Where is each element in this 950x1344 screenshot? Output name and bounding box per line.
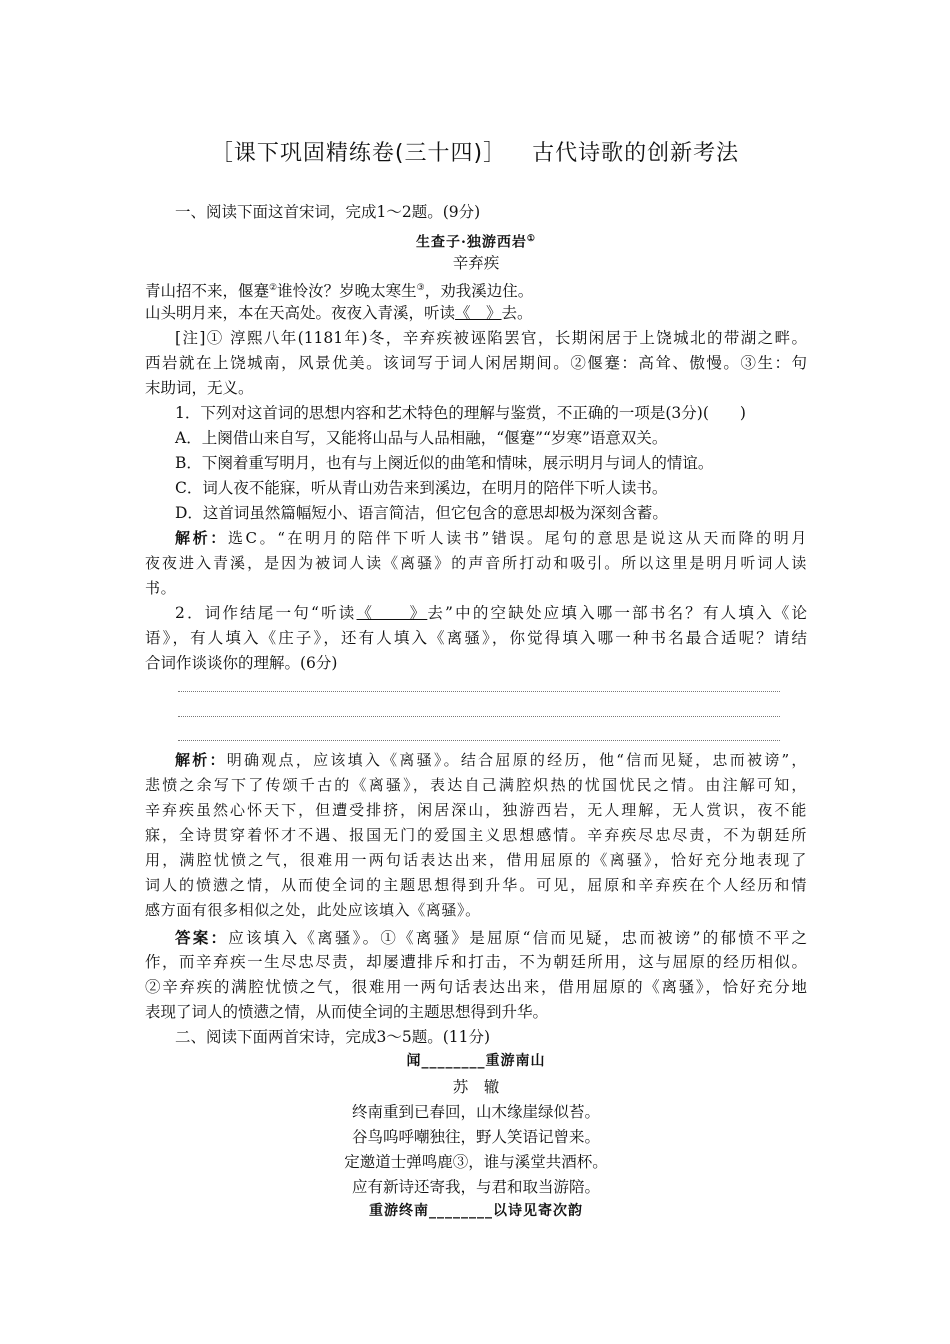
analysis-1-text-1: 选C。“在明月的陪伴下听人读书”错误。尾句的意思是说这从天而降的明月 — [227, 529, 807, 547]
poem-line-2-b: 去。 — [501, 304, 533, 322]
analysis-2-line-6: 词人的愤懑之情，从而使全词的主题思想得到升华。可见，屈原和辛弃疾在个人经历和情 — [145, 876, 807, 894]
analysis-2-line-4: 寐，全诗贯穿着怀才不遇、报国无门的爱国主义思想感情。辛弃疾尽忠尽责，不为朝廷所 — [145, 826, 807, 844]
note-line-3: 末助词，无义。 — [145, 379, 254, 397]
analysis-1-line-2: 夜夜进入青溪，是因为被词人读《离骚》的声音所打动和吸引。所以这里是明月听词人读 — [145, 554, 807, 572]
answer-line-1 — [178, 691, 780, 692]
answer-text-1: 应该填入《离骚》。①《离骚》是屈原“信而见疑，忠而被谤”的郁愤不平之 — [228, 929, 807, 947]
poem2-line-4: 应有新诗还寄我，与君和取当游陪。 — [351, 1178, 600, 1196]
poem-line-2 — [145, 301, 807, 326]
note-mark-3: ③ — [416, 283, 425, 293]
question-2-line-1 — [175, 601, 807, 626]
answer-text-line-1 — [175, 925, 807, 951]
question-2-b: 去”中的空缺处应填入哪一部书名？有人填入《论 — [427, 604, 807, 622]
question-2-line-2: 语》，有人填入《庄子》，还有人填入《离骚》，你觉得填入哪一种书名最合适呢？请结 — [145, 629, 807, 647]
poem-blank: 《 》 — [455, 304, 502, 322]
poem-line-1-b: 谁怜汝？岁晚太寒生 — [277, 282, 417, 301]
poem2-1-title: 闻________重游南山 — [406, 1053, 546, 1069]
analysis-1-line-3: 书。 — [145, 579, 177, 597]
analysis-1-label: 解析： — [175, 529, 228, 547]
answer-line-2 — [178, 716, 780, 717]
poem-line-1-a: 青山招不来，偃蹇 — [145, 282, 270, 301]
poem2-1-author: 苏 辙 — [452, 1078, 500, 1096]
question-2-blank: 《 》 — [356, 604, 428, 622]
analysis-2-line-3: 辛弃疾虽然心怀天下，但遭受排挤，闲居深山，独游西岩，无人理解，无人赏识，夜不能 — [145, 801, 807, 819]
analysis-2-line-1 — [175, 748, 807, 773]
section2-intro: 二、阅读下面两首宋诗，完成3～5题。(11分) — [175, 1028, 491, 1046]
poem2-2-title: 重游终南________以诗见寄次韵 — [369, 1203, 583, 1219]
note-line-2: 西岩就在上饶城南，风景优美。该词写于词人闲居期间。②偃蹇：高耸、傲慢。③生：句 — [145, 354, 807, 372]
answer-text-line-4: 表现了词人的愤懑之情，从而使全词的主题思想得到升华。 — [145, 1003, 549, 1021]
title-part2: 古代诗歌的创新考法 — [532, 141, 740, 166]
answer-text-line-2: 作，而辛弃疾一生尽忠尽责，却屡遭排斥和打击，不为朝廷所用，这与屈原的经历相似。 — [145, 953, 807, 971]
analysis-2-line-7: 感方面有很多相似之处，此处应该填入《离骚》。 — [145, 901, 481, 919]
option-d: D．这首词虽然篇幅短小、语言简洁，但它包含的意思却极为深刻含蓄。 — [175, 504, 668, 522]
note-mark-2: ② — [269, 283, 278, 293]
analysis-1-line-1 — [175, 526, 807, 551]
answer-text-line-3: ②辛弃疾的满腔忧愤之气，很难用一两句话表达出来，借用屈原的《离骚》，恰好充分地 — [145, 978, 807, 996]
answer-line-3 — [178, 740, 780, 741]
poem-author: 辛弃疾 — [452, 254, 500, 272]
option-c: C．词人夜不能寐，听从青山劝告来到溪边，在明月的陪伴下听人读书。 — [175, 479, 668, 497]
analysis-2-label: 解析： — [175, 751, 227, 769]
option-a: A．上阕借山来自写，又能将山品与人品相融，“偃蹇”“岁寒”语意双关。 — [175, 429, 668, 447]
poem-title-note-mark: ① — [526, 234, 536, 244]
poem-line-1 — [145, 276, 807, 304]
answer-label: 答案： — [175, 928, 229, 947]
poem2-line-3: 定邀道士弹鸣鹿③，谁与溪堂共酒杯。 — [344, 1153, 608, 1171]
title-part1: ［课下巩固精练卷(三十四)］ — [210, 141, 507, 166]
poem-line-1-c: ，劝我溪边住。 — [424, 282, 534, 301]
page-title — [0, 136, 950, 167]
question-2-line-3: 合词作谈谈你的理解。(6分) — [145, 654, 338, 672]
question-2-a: 2．词作结尾一句“听读 — [175, 604, 357, 622]
poem-line-2-a: 山头明月来，本在天高处。夜夜入青溪，听读 — [145, 304, 456, 322]
analysis-2-line-2: 悲愤之余写下了传颂千古的《离骚》，表达自己满腔炽热的忧国忧民之情。由注解可知， — [145, 776, 807, 794]
poem2-line-1: 终南重到已春回，山木缘崖绿似苔。 — [351, 1103, 600, 1121]
analysis-2-line-5: 用，满腔忧愤之气，很难用一两句话表达出来，借用屈原的《离骚》，恰好充分地表现了 — [145, 851, 807, 869]
section1-intro: 一、阅读下面这首宋词，完成1～2题。(9分) — [175, 203, 481, 221]
option-b: B．下阕着重写明月，也有与上阕近似的曲笔和情味，展示明月与词人的情谊。 — [175, 454, 714, 472]
question-1: 1．下列对这首词的思想内容和艺术特色的理解与鉴赏，不正确的一项是(3分)( ) — [175, 404, 746, 422]
poem-title-text: 生查子·独游西岩 — [416, 234, 527, 251]
poem2-line-2: 谷鸟呜呼嘲独往，野人笑语记曾来。 — [351, 1128, 600, 1146]
analysis-2-text-1: 明确观点，应该填入《离骚》。结合屈原的经历，他“信而见疑，忠而被谤”， — [226, 751, 807, 769]
note-line-1: [注]① 淳熙八年(1181年)冬，辛弃疾被诬陷罢官，长期闲居于上饶城北的带湖之畔。 — [175, 329, 807, 347]
